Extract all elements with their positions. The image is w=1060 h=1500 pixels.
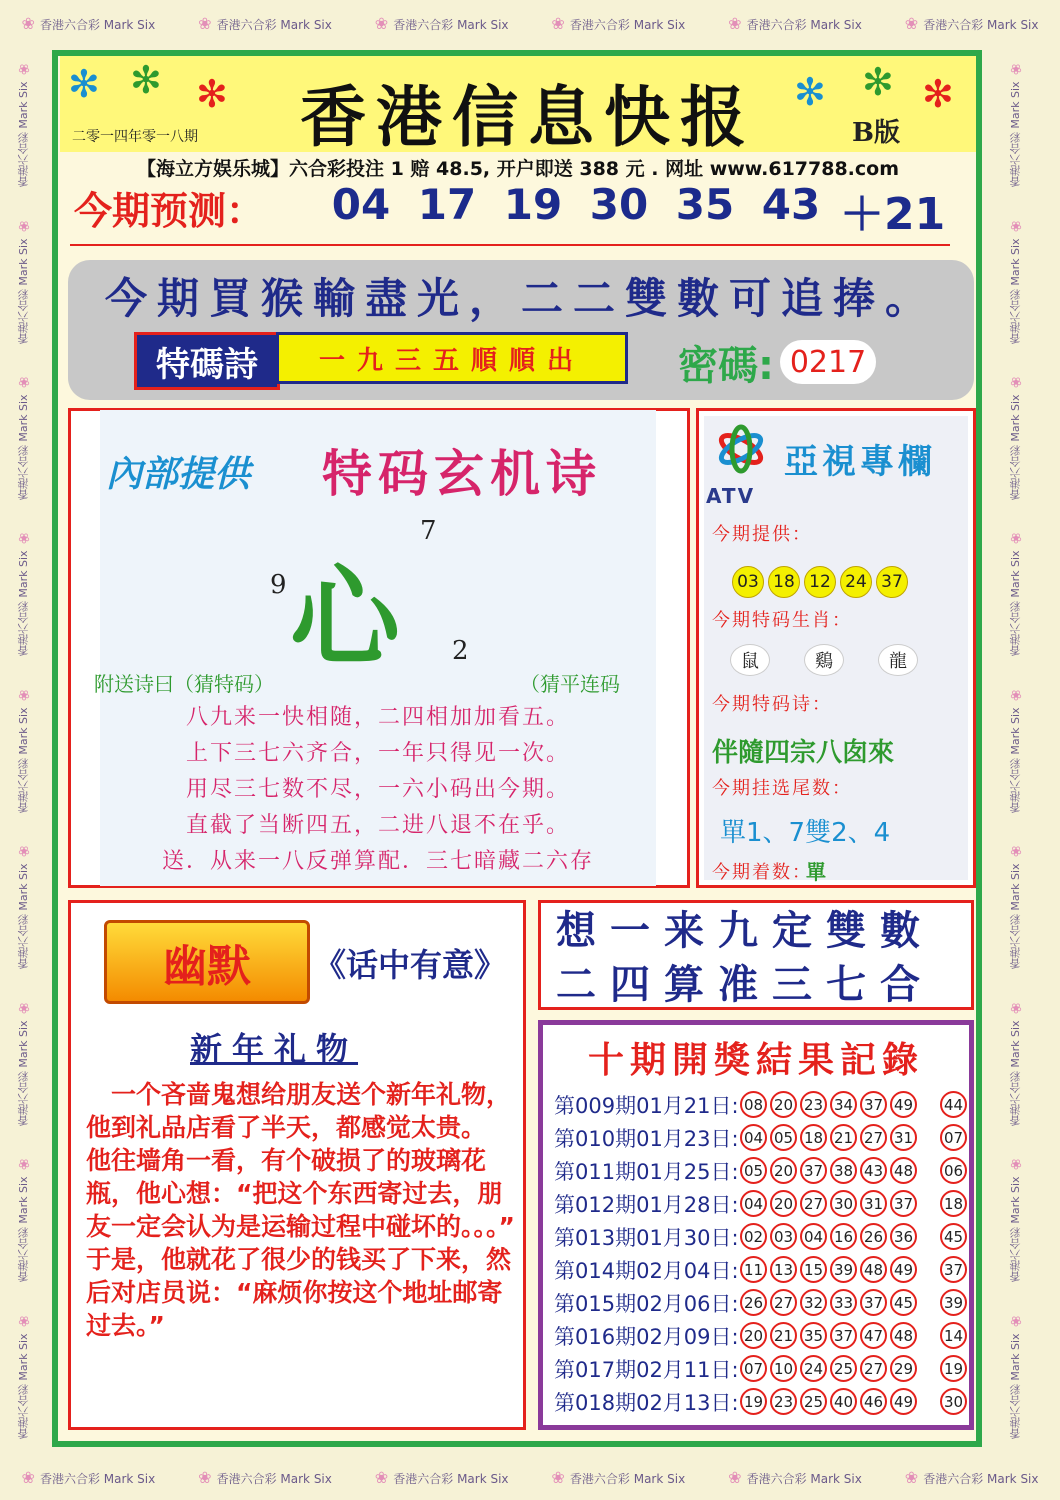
draw-number: 21 [830,1124,857,1151]
top-border-strip: ❀ 香港六合彩 Mark Six ❀ 香港六合彩 Mark Six ❀ 香港六合彩 Mark Six ❀ 香港六合彩 Mark Six ❀ 香港六合彩 Mark Six ❀ 香港六合彩 Mark Six [0,0,1060,46]
draw-number: 27 [800,1190,827,1217]
draw-number: 04 [740,1124,767,1151]
verse-text [556,904,966,1012]
draw-date: 第016期02月09日: [554,1324,739,1349]
draw-number: 48 [890,1157,917,1184]
atv-logo-text: ATV [706,484,756,508]
draw-number: 48 [860,1256,887,1283]
bet-value: 單 [806,860,826,884]
draw-date: 第017期02月11日: [554,1357,739,1382]
draw-number: 38 [830,1157,857,1184]
prediction-number: ★ 30 [576,180,662,229]
draw-number: 43 [860,1157,887,1184]
story-paragraph: 一个吝啬鬼想给朋友送个新年礼物，他到礼品店看了半天，都感觉太贵。 [86,1080,512,1142]
draw-special-number: 06 [940,1157,967,1184]
table-row [554,1253,970,1286]
asterisk-icon: ✻ [794,70,826,114]
code-value: 0217 [780,340,876,384]
draw-number: 07 [740,1355,767,1382]
draw-number: 37 [860,1091,887,1118]
draw-number: 21 [770,1322,797,1349]
draw-number: 30 [830,1190,857,1217]
poem-verse: 用尽三七数不尽，一六小码出今期。 [185,777,570,802]
draw-number: 29 [890,1355,917,1382]
poem-verse: 送．从来一八反弹算配．三七暗藏二六存 [161,849,594,874]
draw-number: 33 [830,1289,857,1316]
poem-verse: 上下三七六齐合，一年只得见一次。 [185,741,570,766]
right-border-strip: 香港六合彩 Mark Six ❀ 香港六合彩 Mark Six ❀ 香港六合彩 Mark Six ❀ 香港六合彩 Mark Six ❀ 香港六合彩 Mark Six ❀ 香港六合彩 Mark Six ❀ 香港六合彩 Mark Six ❀ 香港六合彩 Mark Six ❀ 香港六合彩 Mark Six ❀ [996,46,1036,1454]
zodiac-item: 鼠 [730,644,770,676]
draw-number: 27 [770,1289,797,1316]
bet-label: 今期着数： [712,862,812,883]
atv-poem-label: 今期特码诗： [712,694,832,715]
draw-number: 05 [770,1124,797,1151]
draw-date: 第013期01月30日: [554,1225,739,1250]
hint-number-right: 2 [452,636,469,666]
draw-number: 47 [860,1322,887,1349]
prediction-special [840,178,945,242]
draw-date: 第018期02月13日: [554,1390,739,1415]
left-border-strip: 香港六合彩 Mark Six ❀ 香港六合彩 Mark Six ❀ 香港六合彩 Mark Six ❀ 香港六合彩 Mark Six ❀ 香港六合彩 Mark Six ❀ 香港六合彩 Mark Six ❀ 香港六合彩 Mark Six ❀ 香港六合彩 Mark Six ❀ 香港六合彩 Mark Six ❀ [4,46,44,1454]
draw-number: 20 [770,1157,797,1184]
version-badge: B版 [852,118,900,148]
results-table [554,1088,970,1418]
provide-label: 今期提供： [712,524,812,545]
draw-number: 31 [860,1190,887,1217]
prediction-number: ★ 17 [404,180,490,229]
draw-number: 26 [740,1289,767,1316]
poem-verse: 直截了当断四五，二进八退不在乎。 [185,813,570,838]
draw-number: 34 [830,1091,857,1118]
poem-tag: 特碼詩 [134,332,280,390]
draw-number: 16 [830,1223,857,1250]
atv-title: 亞視專欄 [784,442,936,482]
page-title: 香港信息快报 [300,78,756,156]
number-ball: 12 [804,566,836,598]
draw-number: 45 [890,1289,917,1316]
draw-number: 35 [800,1322,827,1349]
draw-number: 46 [860,1388,887,1415]
number-ball: 03 [732,566,764,598]
asterisk-icon: ✻ [68,62,100,106]
table-row [554,1286,970,1319]
draw-number: 13 [770,1256,797,1283]
verse-line: 二四算准三七合 [556,962,934,1008]
table-row [554,1319,970,1352]
zodiac-list [730,644,918,676]
draw-number: 04 [740,1190,767,1217]
draw-number: 27 [860,1355,887,1382]
humor-tag: 幽默 [104,920,310,1004]
special-number: 21 [884,189,946,240]
draw-number: 05 [740,1157,767,1184]
poem-lines [100,700,656,880]
story-paragraph: 他往墙角一看，有个破损了的玻璃花瓶，他心想：“把这个东西寄过去，朋友一定会认为是运输过程中碰坏的。。。” [86,1146,515,1241]
draw-number: 03 [770,1223,797,1250]
table-row [554,1220,970,1253]
ad-line: 【海立方娱乐城】六合彩投注 1 赔 48.5, 开户即送 388 元 . 网址 www.617788.com [136,158,900,180]
zodiac-item: 鷄 [804,644,844,676]
draw-special-number: 14 [940,1322,967,1349]
draw-number: 18 [800,1124,827,1151]
draw-number: 26 [860,1223,887,1250]
table-row [554,1352,970,1385]
draw-special-number: 39 [940,1289,967,1316]
draw-number: 23 [770,1388,797,1415]
draw-date: 第012期01月28日: [554,1192,739,1217]
draw-number: 39 [830,1256,857,1283]
prediction-label: 今期预测： [74,189,265,233]
inner-subtitle: 特码玄机诗 [322,445,602,503]
draw-number: 40 [830,1388,857,1415]
table-row [554,1187,970,1220]
table-row [554,1088,970,1121]
draw-number: 37 [830,1322,857,1349]
draw-number: 27 [860,1124,887,1151]
asterisk-icon: ✻ [862,60,894,104]
draw-number: 36 [890,1223,917,1250]
draw-date: 第015期02月06日: [554,1291,739,1316]
slogan-text: 今期買猴輸盡光，二二雙數可追捧。 [104,274,937,323]
poem-verse: 八九来一快相随，二四相加加看五。 [185,705,570,730]
code-label: 密碼: [678,343,774,389]
tail-value: 單1、7雙2、4 [720,818,891,848]
draw-number: 20 [770,1091,797,1118]
issue-number: 二零一四年零一八期 [72,129,198,145]
draw-special-number: 44 [940,1091,967,1118]
draw-special-number: 19 [940,1355,967,1382]
verse-line: 想一来九定雙數 [556,908,934,954]
tail-label: 今期挂选尾数： [712,778,852,799]
draw-date: 第009期01月21日: [554,1093,739,1118]
draw-special-number: 18 [940,1190,967,1217]
draw-number: 11 [740,1256,767,1283]
draw-number: 20 [770,1190,797,1217]
zodiac-label: 今期特码生肖： [712,610,852,631]
bottom-border-strip: ❀ 香港六合彩 Mark Six ❀ 香港六合彩 Mark Six ❀ 香港六合彩 Mark Six ❀ 香港六合彩 Mark Six ❀ 香港六合彩 Mark Six ❀ 香港六合彩 Mark Six [0,1454,1060,1500]
draw-date: 第010期01月23日: [554,1126,739,1151]
draw-number: 23 [800,1091,827,1118]
inner-title: 內部提供 [106,454,251,495]
draw-number: 02 [740,1223,767,1250]
provided-numbers [732,566,908,598]
draw-number: 10 [770,1355,797,1382]
atv-poem: 伴隨四宗八囱來 [712,738,895,768]
prediction-number: ★ 43 [748,180,834,229]
humor-subtitle: 《话中有意》 [314,946,507,984]
draw-number: 24 [800,1355,827,1382]
draw-special-number: 37 [940,1256,967,1283]
hint-number-left: 9 [270,570,287,600]
draw-number: 49 [890,1388,917,1415]
asterisk-icon: ✻ [196,72,228,116]
number-ball: 37 [876,566,908,598]
asterisk-icon: ✻ [130,58,162,102]
heart-character: 心 [290,554,400,682]
draw-number: 37 [800,1157,827,1184]
zodiac-item: 龍 [878,644,918,676]
draw-number: 49 [890,1091,917,1118]
draw-number: 25 [830,1355,857,1382]
asterisk-icon: ✻ [922,72,954,116]
draw-special-number: 30 [940,1388,967,1415]
draw-number: 37 [890,1190,917,1217]
story-title: 新年礼物 [190,1030,359,1068]
gift-label-right: （猜平连码 [520,672,620,696]
table-row [554,1385,970,1418]
draw-number: 48 [890,1322,917,1349]
prediction-numbers [318,180,834,229]
table-row [554,1154,970,1187]
draw-number: 20 [740,1322,767,1349]
table-row [554,1121,970,1154]
draw-date: 第011期01月25日: [554,1159,739,1184]
number-ball: 18 [768,566,800,598]
plus-sign: ＋ [840,189,884,240]
draw-special-number: 07 [940,1124,967,1151]
gift-label-left: 附送诗曰（猜特码） [94,672,274,696]
hint-number-top: 7 [420,516,437,546]
draw-special-number: 45 [940,1223,967,1250]
prediction-number: ★ 19 [490,180,576,229]
prediction-number: ★ 04 [318,180,404,229]
story-paragraph: 于是，他就花了很少的钱买了下来，然后对店员说：“麻烦你按这个地址邮寄过去。” [86,1245,512,1340]
draw-date: 第014期02月04日: [554,1258,739,1283]
atv-logo-icon [712,424,770,474]
results-title: 十期開獎結果記錄 [587,1040,924,1081]
draw-number: 15 [800,1256,827,1283]
poem-line: 一九三五順順出 [276,332,628,384]
draw-number: 31 [890,1124,917,1151]
story-text [86,1078,516,1342]
number-ball: 24 [840,566,872,598]
prediction-number: ★ 35 [662,180,748,229]
draw-number: 37 [860,1289,887,1316]
draw-number: 49 [890,1256,917,1283]
draw-number: 25 [800,1388,827,1415]
draw-number: 32 [800,1289,827,1316]
draw-number: 08 [740,1091,767,1118]
divider [70,244,950,246]
draw-number: 19 [740,1388,767,1415]
draw-number: 04 [800,1223,827,1250]
